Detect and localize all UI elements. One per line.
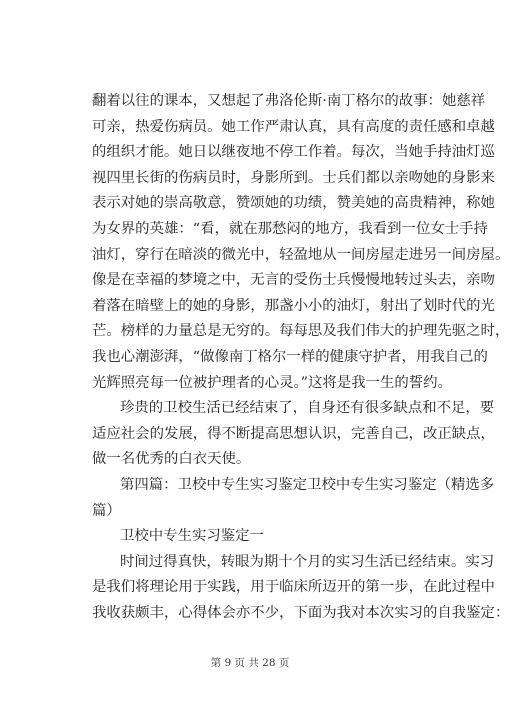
text-line: 翻着以往的课本，又想起了弗洛伦斯·南丁格尔的故事：她慈祥 [92, 93, 486, 109]
text-line: 光辉照亮每一位被护理者的心灵。”这将是我一生的誓约。 [92, 374, 452, 391]
text-line: 做一名优秀的白衣天使。 [92, 451, 251, 468]
text-line: 的组织才能。她日以继夜地不停工作着。每次，当她手持油灯巡 [92, 144, 495, 161]
paragraph-first-line: 时间过得真快，转眼为期十个月的实习生活已经结束。实习 [120, 553, 495, 570]
text-line: 我也心潮澎湃，“做像南丁格尔一样的健康守护者，用我自己的 [92, 348, 488, 365]
section-heading: 第四篇：卫校中专生实习鉴定卫校中专生实习鉴定（精选多 [120, 476, 495, 493]
page-number: 第 9 页 共 28 页 [210, 657, 290, 669]
text-line: 像是在幸福的梦境之中，无言的受伤士兵慢慢地转过头去，亲吻 [92, 272, 495, 289]
text-line: 表示对她的崇高敬意，赞颂她的功绩，赞美她的高贵精神，称她 [92, 195, 495, 212]
text-line: 着落在暗壁上的她的身影，那盏小小的油灯，射出了划时代的光 [92, 297, 495, 314]
text-line: 是我们将理论用于实践，用于临床所迈开的第一步，在此过程中 [92, 579, 495, 596]
page-footer [0, 655, 500, 670]
subsection-heading: 卫校中专生实习鉴定一 [120, 528, 264, 545]
text-line: 油灯，穿行在暗淡的微光中，轻盈地从一间房屋走进另一间房屋。 [92, 246, 509, 263]
body-text [92, 89, 509, 626]
text-line: 我收获颇丰，心得体会亦不少，下面为我对本次实习的自我鉴定： [92, 604, 509, 621]
text-line: 适应社会的发展，得不断提高思想认识，完善自己，改正缺点， [92, 425, 495, 442]
section-heading-continued: 篇） [92, 502, 121, 519]
text-line: 芒。榜样的力量总是无穷的。每每思及我们伟大的护理先驱之时， [92, 323, 509, 340]
text-line: 为女界的英雄：“看，就在那愁闷的地方，我看到一位女士手持 [92, 220, 488, 237]
text-line: 视四里长街的伤病员时，身影所到。士兵们都以亲吻她的身影来 [92, 169, 495, 186]
text-line: 可亲，热爱伤病员。她工作严肃认真，具有高度的责任感和卓越 [92, 118, 495, 135]
paragraph-first-line: 珍贵的卫校生活已经结束了，自身还有很多缺点和不足，要 [120, 400, 495, 417]
